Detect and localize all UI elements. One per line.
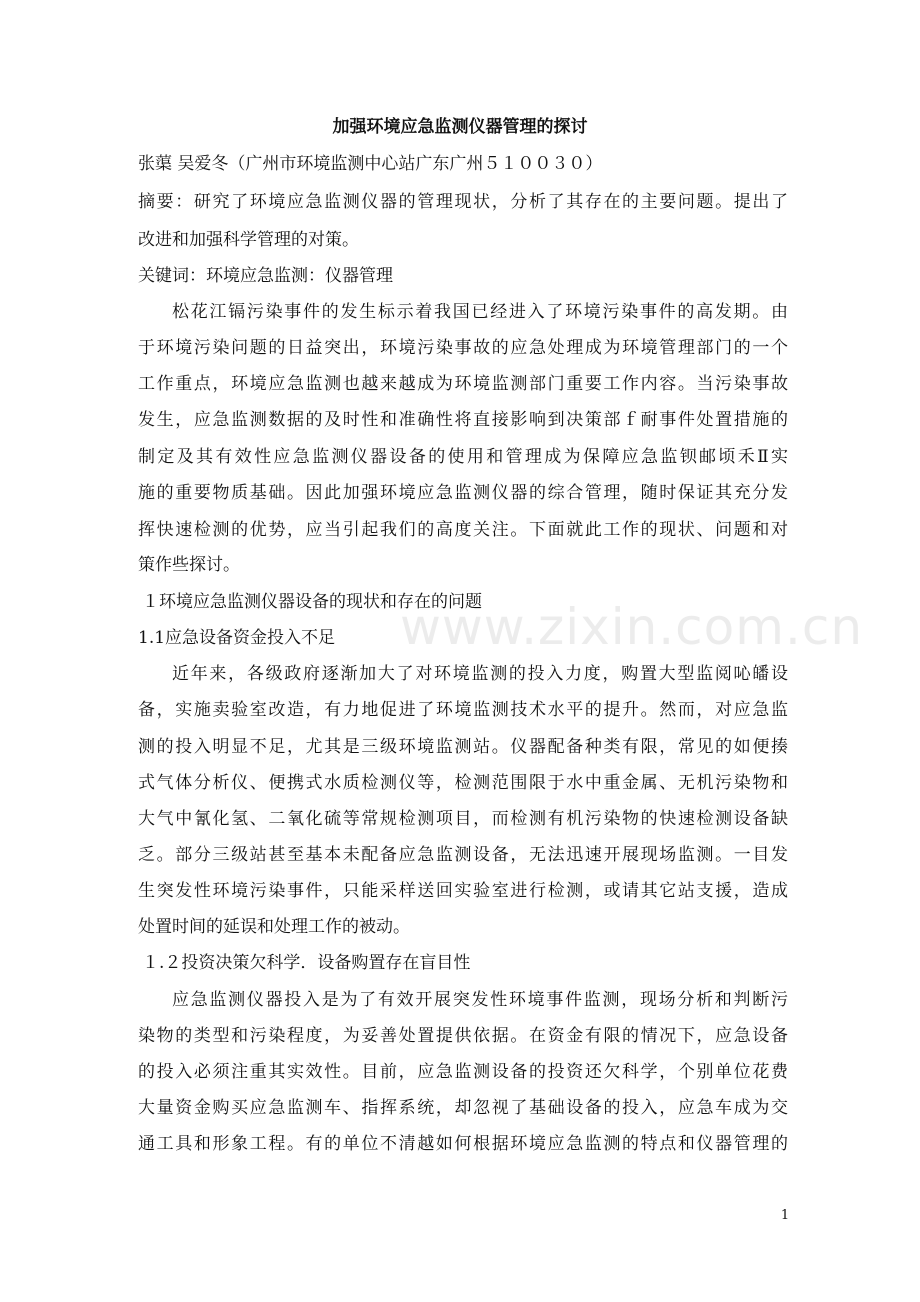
body-line: 大气中氰化氢、二氧化硫等常规检测项目，而检测有机污染物的快速检测设备缺 [138, 809, 788, 829]
body-line: 染物的类型和污染程度，为妥善处置提供依据。在资金有限的情况下，应急设备 [138, 1026, 788, 1046]
subsection-heading: 1.1应急设备资金投入不足 [138, 628, 336, 648]
body-line: 乏。部分三级站甚至基本未配备应急监测设备，无法迅速开展现场监测。一目发 [138, 845, 788, 865]
body-line: 发生，应急监测数据的及时性和准确性将直接影响到决策部ｆ耐事件处置措施的 [138, 410, 788, 430]
body-line: 测的投入明显不足，尤其是三级环境监测站。仪器配备种类有限，常见的如便揍 [138, 737, 788, 757]
document-title: 加强环境应急监测仪器管理的探讨 [332, 117, 588, 137]
body-line: 制定及其有效性应急监测仪器设备的使用和管理成为保障应急监钡邮顷禾Ⅱ实 [138, 447, 788, 467]
body-line: 施的重要物质基础。因此加强环境应急监测仪器的综合管理，随时保证其充分发 [138, 483, 788, 503]
body-line: 处置时间的延误和处理工作的被动。 [138, 917, 410, 937]
body-line: 大量资金购买应急监测车、指挥系统，却忽视了基础设备的投入，应急车成为交 [138, 1098, 788, 1118]
body-line: 工作重点，环境应急监测也越来越成为环境监测部门重要工作内容。当污染事故 [138, 374, 788, 394]
watermark: www.zixin.com.cn [400, 598, 864, 656]
body-line: 通工具和形象工程。有的单位不清越如何根据环境应急监测的特点和仪器管理的 [138, 1134, 788, 1154]
body-line: 式气体分析仪、便携式水质检测仪等，检测范围限于水中重金属、无机污染物和 [138, 773, 788, 793]
abstract-line: 摘要：研究了环境应急监测仪器的管理现状，分析了其存在的主要问题。提出了 [138, 192, 788, 212]
section-heading: １环境应急监测仪器设备的现状和存在的问题 [142, 592, 482, 612]
body-line: 生突发性环境污染事件，只能采样送回实验室进行检测，或请其它站支援，造成 [138, 881, 788, 901]
abstract-line: 改进和加强科学管理的对策。 [138, 230, 359, 250]
body-line: 应急监测仪器投入是为了有效开展突发性环境事件监测，现场分析和判断污 [172, 990, 788, 1010]
body-line: 备，实施卖验室改造，有力地促进了环境监测技术水平的提升。然而，对应急监 [138, 700, 788, 720]
body-line: 的投入必须注重其实效性。目前，应急监测设备的投资还欠科学，个别单位花费 [138, 1062, 788, 1082]
subsection-heading: １.２投资决策欠科学．设备购置存在盲目性 [142, 953, 471, 973]
keywords-line: 关键词：环境应急监测：仪器管理 [138, 266, 393, 286]
body-line: 于环境污染问题的日益突出，环境污染事故的应急处理成为环境管理部门的一个 [138, 338, 788, 358]
body-line: 挥快速检测的优势，应当引起我们的高度关注。下面就此工作的现状、问题和对 [138, 520, 788, 540]
body-line: 近年来，各级政府逐渐加大了对环境监测的投入力度，购置大型监阅吣皤设 [172, 664, 788, 684]
page-number: 1 [780, 1208, 790, 1223]
author-line: 张蕖 吴爱冬（广州市环境监测中心站广东广州５１００３０） [138, 154, 603, 174]
body-line: 松花江镉污染事件的发生标示着我国已经进入了环境污染事件的高发期。由 [172, 302, 788, 322]
body-line: 策作些探讨。 [138, 555, 240, 575]
